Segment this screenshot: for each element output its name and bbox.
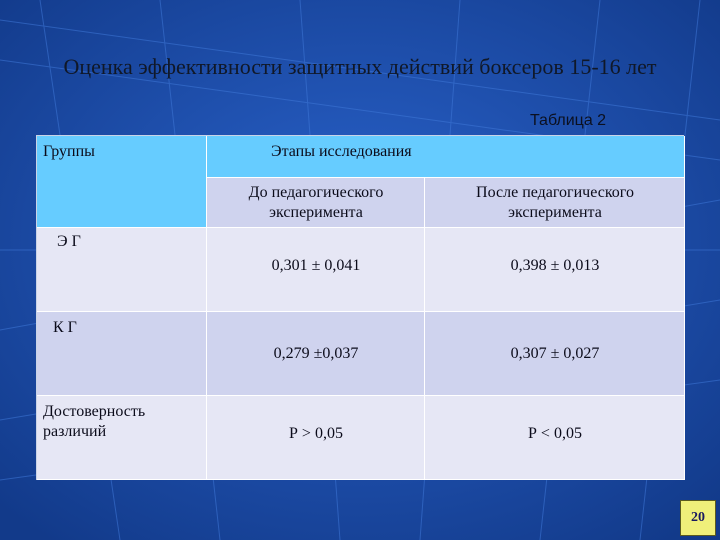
slide-title: Оценка эффективности защитных действий боксеров 15-16 лет (63, 54, 657, 79)
after-header: После педагогического эксперимента (476, 184, 634, 221)
row-kg-before: 0,279 ±0,037 (273, 345, 359, 362)
stages-header: Этапы исследования (271, 143, 412, 160)
row-eg-label-cell (37, 228, 207, 312)
before-header-cell (207, 178, 425, 228)
groups-header-cell (37, 136, 207, 228)
row-significance-label-cell (37, 396, 207, 480)
row-kg-label-cell (37, 312, 207, 396)
table-caption: Таблица 2 (530, 112, 607, 129)
row-eg-before: 0,301 ± 0,041 (271, 257, 361, 274)
row-kg-before-cell (207, 312, 425, 396)
row-significance-before-cell (207, 396, 425, 480)
row-kg-after-cell (425, 312, 685, 396)
results-table (36, 135, 684, 480)
row-eg-after: 0,398 ± 0,013 (510, 257, 600, 274)
groups-header: Группы (43, 143, 95, 160)
before-header: До педагогического эксперимента (248, 184, 384, 221)
row-eg-before-cell (207, 228, 425, 312)
row-eg-after-cell (425, 228, 685, 312)
row-significance-label: Достоверность различий (43, 403, 146, 440)
after-header-cell (425, 178, 685, 228)
row-kg-after: 0,307 ± 0,027 (510, 345, 600, 362)
stages-header-cell (207, 136, 685, 178)
row-significance-before: Р > 0,05 (289, 425, 343, 442)
row-eg-label: Э Г (57, 233, 81, 250)
row-significance-after: Р < 0,05 (528, 425, 582, 442)
row-significance-after-cell (425, 396, 685, 480)
page-number-badge: 20 (680, 500, 716, 536)
row-kg-label: К Г (53, 319, 77, 336)
